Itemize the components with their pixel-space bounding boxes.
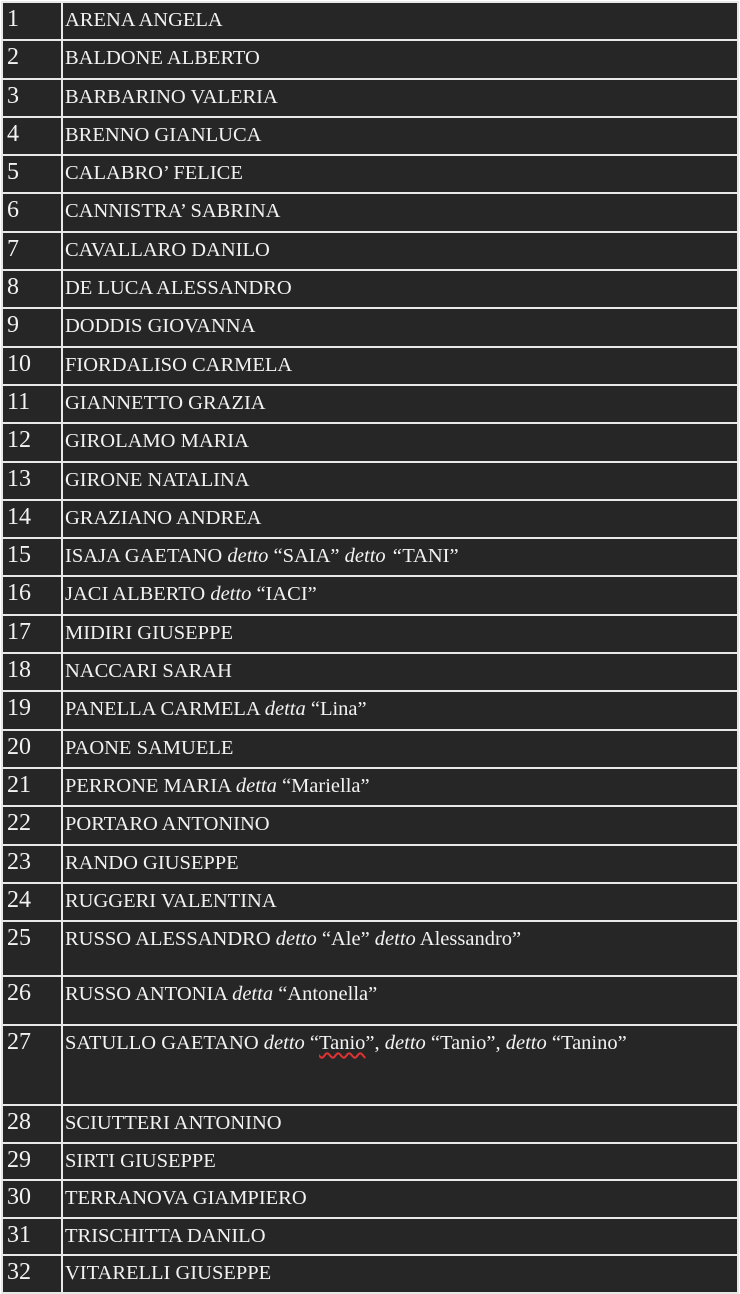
name-text: RUGGERI VALENTINA	[65, 889, 277, 912]
person-name	[62, 385, 738, 423]
person-name	[62, 462, 738, 500]
table-row	[2, 1143, 738, 1181]
table-row	[2, 1255, 738, 1293]
row-number: 30	[2, 1180, 62, 1218]
name-text: BALDONE ALBERTO	[65, 47, 260, 70]
alias-keyword: detto	[505, 1032, 547, 1055]
row-number: 1	[2, 2, 62, 40]
person-name	[62, 155, 738, 193]
row-number: 26	[2, 976, 62, 1025]
alias-keyword: detto	[227, 545, 269, 568]
name-text: TANI”	[402, 545, 459, 568]
table-row	[2, 691, 738, 729]
person-name	[62, 883, 738, 921]
row-number: 2	[2, 40, 62, 78]
name-text: SIRTI GIUSEPPE	[65, 1149, 216, 1172]
person-name	[62, 730, 738, 768]
row-number: 13	[2, 462, 62, 500]
table-row	[2, 845, 738, 883]
table-row	[2, 423, 738, 461]
person-name	[62, 1143, 738, 1181]
table-row	[2, 576, 738, 614]
table-row	[2, 1025, 738, 1105]
name-text: FIORDALISO CARMELA	[65, 353, 293, 376]
row-number: 23	[2, 845, 62, 883]
name-text: ”,	[365, 1032, 385, 1055]
person-name	[62, 976, 738, 1025]
alias-keyword: detto	[384, 1032, 426, 1055]
table-row	[2, 500, 738, 538]
row-number: 15	[2, 538, 62, 576]
name-text: NACCARI SARAH	[65, 660, 232, 683]
name-text: RUSSO ANTONIA	[65, 983, 233, 1006]
row-number: 28	[2, 1105, 62, 1143]
alias-keyword: detta	[232, 983, 274, 1006]
alias-keyword: detta	[235, 774, 277, 797]
name-text: “Tanino”	[546, 1032, 627, 1055]
person-name	[62, 845, 738, 883]
table-row	[2, 1180, 738, 1218]
name-text: “Mariella”	[276, 774, 370, 797]
person-name	[62, 232, 738, 270]
person-name	[62, 2, 738, 40]
name-text: ARENA ANGELA	[65, 9, 223, 31]
name-text: PERRONE MARIA	[65, 774, 236, 797]
name-text: TERRANOVA GIAMPIERO	[65, 1187, 307, 1210]
name-text: RUSSO ALESSANDRO	[65, 928, 276, 951]
row-number: 17	[2, 615, 62, 653]
name-text: RANDO GIUSEPPE	[65, 851, 239, 874]
person-name	[62, 653, 738, 691]
table-row	[2, 385, 738, 423]
name-text: GRAZIANO ANDREA	[65, 506, 262, 529]
table-row	[2, 308, 738, 346]
person-name	[62, 768, 738, 806]
name-text: “	[304, 1032, 320, 1055]
row-number: 31	[2, 1218, 62, 1256]
row-number: 9	[2, 308, 62, 346]
person-name	[62, 1180, 738, 1218]
row-number: 5	[2, 155, 62, 193]
row-number: 14	[2, 500, 62, 538]
person-name	[62, 79, 738, 117]
name-text: GIROLAMO MARIA	[65, 430, 249, 453]
row-number: 8	[2, 270, 62, 308]
person-name	[62, 615, 738, 653]
person-name	[62, 270, 738, 308]
name-text: CAVALLARO DANILO	[65, 238, 270, 261]
table-row	[2, 155, 738, 193]
name-text: MIDIRI GIUSEPPE	[65, 621, 233, 644]
table-row	[2, 653, 738, 691]
table-row	[2, 79, 738, 117]
alias-keyword: detto	[374, 928, 416, 951]
person-name	[62, 423, 738, 461]
name-text: “IACI”	[251, 583, 317, 606]
table-row	[2, 768, 738, 806]
name-text: GIANNETTO GRAZIA	[65, 391, 266, 414]
row-number: 25	[2, 921, 62, 976]
alias-keyword: detta	[264, 698, 306, 721]
row-number: 22	[2, 806, 62, 844]
name-text: Alessandro”	[415, 928, 522, 951]
table-row	[2, 232, 738, 270]
person-name	[62, 347, 738, 385]
alias-keyword: detto “	[344, 545, 403, 568]
row-number: 7	[2, 232, 62, 270]
person-name	[62, 806, 738, 844]
alias-keyword: detto	[275, 928, 317, 951]
name-text: DODDIS GIOVANNA	[65, 315, 256, 338]
row-number: 6	[2, 193, 62, 231]
person-name	[62, 500, 738, 538]
name-text: VITARELLI GIUSEPPE	[65, 1262, 272, 1285]
table-row	[2, 117, 738, 155]
row-number: 32	[2, 1255, 62, 1293]
table-row	[2, 1218, 738, 1256]
name-text: CANNISTRA’ SABRINA	[65, 200, 281, 223]
person-name	[62, 40, 738, 78]
row-number: 12	[2, 423, 62, 461]
table-row	[2, 270, 738, 308]
table-row	[2, 462, 738, 500]
name-text: BARBARINO VALERIA	[65, 85, 278, 108]
person-name	[62, 193, 738, 231]
name-text: BRENNO GIANLUCA	[65, 123, 262, 146]
row-number: 21	[2, 768, 62, 806]
row-number: 3	[2, 79, 62, 117]
name-text: DE LUCA ALESSANDRO	[65, 277, 292, 300]
table-row	[2, 40, 738, 78]
name-text: “SAIA”	[268, 545, 345, 568]
table-row	[2, 615, 738, 653]
name-text: ISAJA GAETANO	[65, 545, 228, 568]
table-row	[2, 921, 738, 976]
name-text: Tanio	[319, 1032, 366, 1055]
row-number: 24	[2, 883, 62, 921]
name-text: PAONE SAMUELE	[65, 736, 234, 759]
table-row	[2, 2, 738, 40]
person-name	[62, 576, 738, 614]
table-row	[2, 976, 738, 1025]
alias-keyword: detto	[263, 1032, 305, 1055]
person-name	[62, 117, 738, 155]
person-name	[62, 1255, 738, 1293]
name-text: JACI ALBERTO	[65, 583, 211, 606]
row-number: 19	[2, 691, 62, 729]
person-name	[62, 1025, 738, 1105]
table-row	[2, 538, 738, 576]
row-number: 16	[2, 576, 62, 614]
name-text: PORTARO ANTONINO	[65, 813, 270, 836]
name-text: “Ale”	[316, 928, 375, 951]
name-text: SATULLO GAETANO	[65, 1032, 264, 1055]
alias-keyword: detto	[210, 583, 252, 606]
row-number: 20	[2, 730, 62, 768]
names-table-body	[2, 2, 738, 1293]
table-row	[2, 347, 738, 385]
person-name	[62, 921, 738, 976]
person-name	[62, 538, 738, 576]
person-name	[62, 1218, 738, 1256]
row-number: 4	[2, 117, 62, 155]
table-row	[2, 883, 738, 921]
table-row	[2, 193, 738, 231]
names-table	[1, 1, 739, 1294]
name-text: “Antonella”	[273, 983, 378, 1006]
table-row	[2, 1105, 738, 1143]
name-text: GIRONE NATALINA	[65, 468, 250, 491]
row-number: 18	[2, 653, 62, 691]
row-number: 11	[2, 385, 62, 423]
row-number: 10	[2, 347, 62, 385]
name-text: PANELLA CARMELA	[65, 698, 265, 721]
row-number: 29	[2, 1143, 62, 1181]
person-name	[62, 1105, 738, 1143]
name-text: SCIUTTERI ANTONINO	[65, 1112, 282, 1135]
table-row	[2, 730, 738, 768]
row-number: 27	[2, 1025, 62, 1105]
name-text: “Lina”	[305, 698, 367, 721]
name-text: TRISCHITTA DANILO	[65, 1224, 266, 1247]
person-name	[62, 308, 738, 346]
person-name	[62, 691, 738, 729]
name-text: “Tanio”,	[425, 1032, 506, 1055]
table-row	[2, 806, 738, 844]
name-text: CALABRO’ FELICE	[65, 162, 243, 185]
